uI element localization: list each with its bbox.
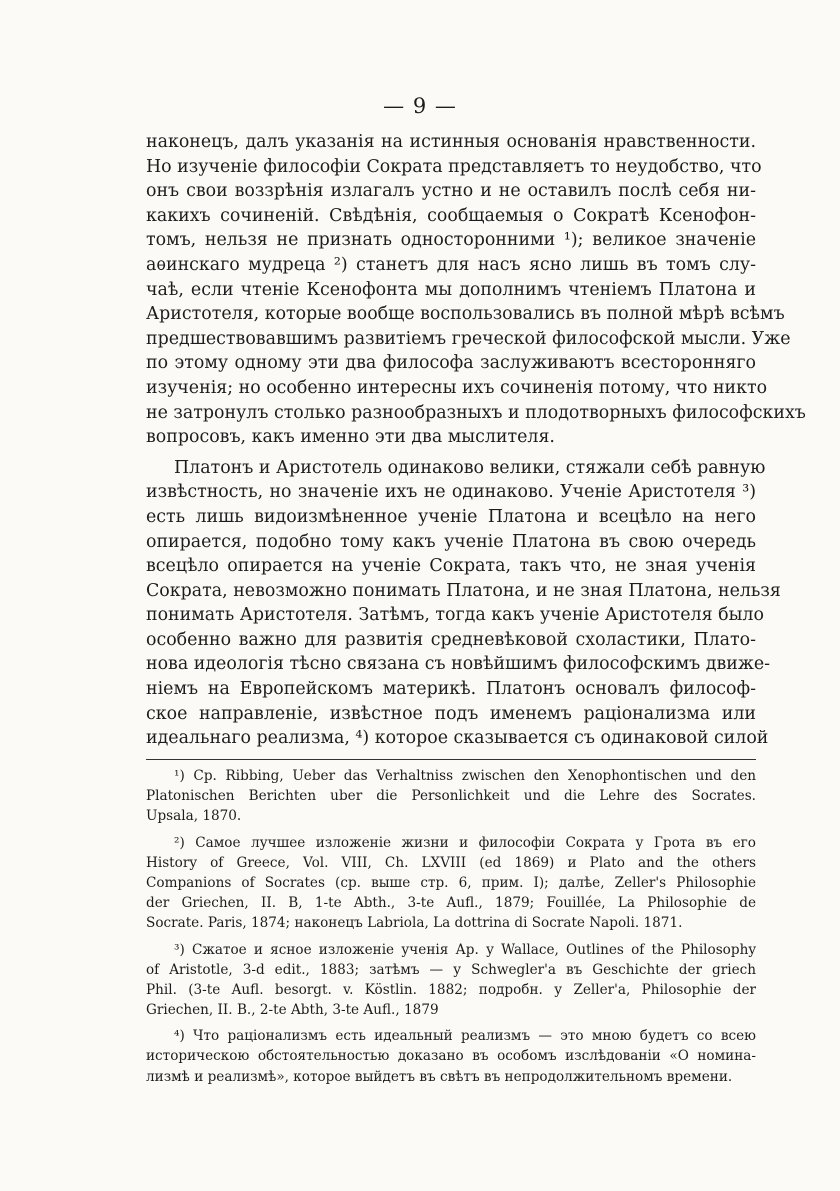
- text-line: Аристотеля, которые вообще воспользовались въ полной мѣрѣ всѣмъ: [146, 304, 785, 325]
- footnotes: [146, 766, 756, 1087]
- footnote-line: Socrate. Paris, 1874; наконецъ Labriola, La dottrina di Socrate Napoli. 1871.: [146, 915, 683, 932]
- footnote-line: ¹) Cp. Ribbing, Ueber das Verhaltniss zwischen den Xenophontischen und den: [174, 768, 756, 784]
- text-line: понимать Аристотеля. Затѣмъ, тогда какъ ученіе Аристотеля было: [146, 605, 764, 626]
- footnote: [146, 1026, 756, 1087]
- text-line: ское направленіе, извѣстное подъ именемъ раціонализма или: [146, 703, 756, 724]
- paragraph: [146, 130, 806, 450]
- text-line: предшествовавшимъ развитіемъ греческой философской мысли. Уже: [146, 328, 791, 349]
- text-line: по этому одному эти два философа заслуживаютъ всесторонняго: [146, 353, 756, 374]
- text-line: томъ, нельзя не признать односторонними ¹); великое значеніе: [146, 230, 756, 251]
- footnote-line: Phil. (3-te Aufl. besorgt. v. Köstlin. 1882; подробн. у Zeller'a, Philosophie der: [146, 981, 756, 998]
- text-line: наконецъ, далъ указанія на истинныя основанія нравственности.: [146, 132, 756, 152]
- text-line: вопросовъ, какъ именно эти два мыслителя.: [146, 427, 555, 448]
- footnote-line: Companions of Socrates (ср. выше стр. 6, прим. I); далѣе, Zeller's Philosophie: [146, 874, 756, 891]
- footnote-line: of Aristotle, 3-d edit., 1883; затѣмъ — у Schwegler'a въ Geschichte der griech: [146, 961, 756, 978]
- footnote-line: ⁴) Что раціонализмъ есть идеальный реализмъ — это мною будетъ со всею: [174, 1028, 756, 1045]
- page-number: — 9 —: [383, 94, 457, 118]
- text-line: аѳинскаго мудреца ²) станетъ для насъ ясно лишь въ томъ слу-: [146, 254, 756, 275]
- footnote-line: лизмѣ и реализмѣ», которое выйдетъ въ свѣтъ въ непродолжительномъ времени.: [146, 1068, 733, 1085]
- text-line: опирается, подобно тому какъ ученіе Платона въ свою очередь: [146, 531, 756, 552]
- text-line: онъ свои воззрѣнія излагалъ устно и не оставилъ послѣ себя ни-: [146, 181, 756, 202]
- footnote-line: der Griechen, II. B, 1-te Abth., 3-te Aufl., 1879; Fouillée, La Philosophie de: [146, 895, 756, 912]
- text-line: есть лишь видоизмѣненное ученіе Платона и всецѣло на него: [146, 506, 756, 527]
- footnote: [146, 833, 756, 934]
- paragraph: [146, 456, 781, 751]
- text-line: не затронулъ столько разнообразныхъ и плодотворныхъ философскихъ: [146, 402, 806, 423]
- text-line: всецѣло опирается на ученіе Сократа, такъ что, не зная ученія: [146, 556, 756, 577]
- footnote: [146, 940, 756, 1021]
- footnote-divider: [146, 759, 756, 760]
- text-line: извѣстность, но значеніе ихъ не одинаково. Ученіе Аристотеля ³): [146, 482, 756, 503]
- text-line: чаѣ, если чтеніе Ксенофонта мы дополнимъ чтеніемъ Платона и: [146, 279, 756, 300]
- footnote-line: историческою обстоятельностью доказано въ особомъ изслѣдованіи «О номина-: [146, 1048, 756, 1065]
- text-line: какихъ сочиненій. Свѣдѣнія, сообщаемыя о Сократѣ Ксенофон-: [146, 205, 756, 226]
- text-line: Но изученіе философіи Сократа представляетъ то неудобство, что: [146, 156, 762, 177]
- text-line: изученія; но особенно интересны ихъ сочиненія потому, что никто: [146, 377, 768, 398]
- text-line: нова идеологія тѣсно связана съ новѣйшимъ философскимъ движе-: [146, 654, 771, 675]
- footnote-line: Platonischen Berichten uber die Personlichkeit und die Lehre des Socrates.: [146, 788, 756, 805]
- footnote-line: History of Greece, Vol. VIII, Ch. LXVIII (ed 1869) и Plato and the others: [146, 854, 756, 871]
- footnote-line: ²) Самое лучшее изложеніе жизни и философіи Сократа у Грота въ его: [174, 834, 756, 851]
- footnote-line: Upsala, 1870.: [146, 808, 242, 825]
- main-text: [146, 130, 806, 751]
- text-line: идеальнаго реализма, ⁴) которое сказывается съ одинаковой силой: [146, 728, 769, 749]
- text-line: особенно важно для развитія средневѣковой схоластики, Плато-: [146, 629, 756, 650]
- footnote-line: ³) Сжатое и ясное изложеніе ученія Ар. у Wallace, Outlines of the Philosophy: [174, 941, 756, 958]
- footnote-line: Griechen, II. B., 2-te Abth, 3-te Aufl., 1879: [146, 1002, 439, 1019]
- footnote: [146, 766, 756, 827]
- text-line: Платонъ и Аристотель одинаково велики, стяжали себѣ равную: [174, 457, 766, 478]
- text-line: ніемъ на Европейскомъ материкѣ. Платонъ основалъ философ-: [146, 679, 756, 700]
- text-line: Сократа, невозможно понимать Платона, и не зная Платона, нельзя: [146, 580, 781, 601]
